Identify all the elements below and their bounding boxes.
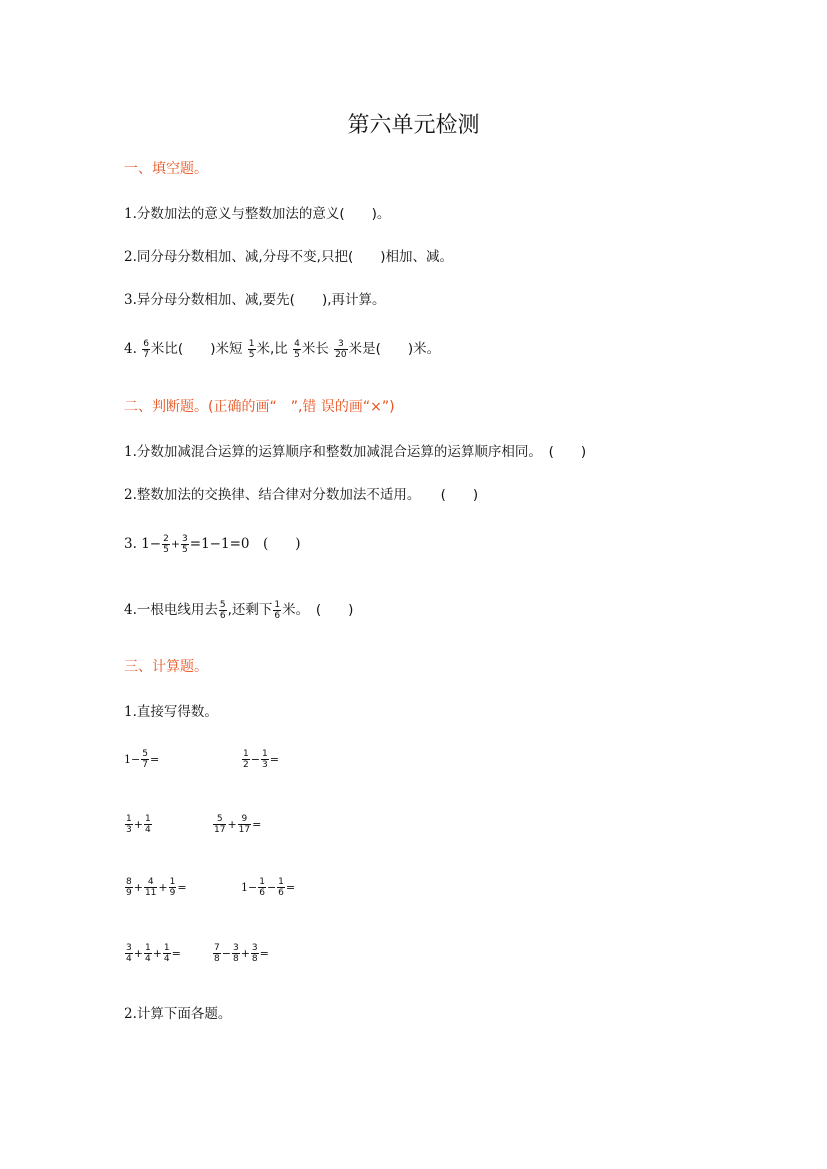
judge-question-1 bbox=[124, 440, 586, 460]
fraction: $\frac{1}{6}$ bbox=[274, 599, 281, 621]
question-text: 整数加法的交换律、结合律对分数加法不适用。 ( ) bbox=[136, 487, 479, 503]
question-number: 4. bbox=[124, 341, 137, 357]
calc-item-d: $\frac{5}{17}$ + $\frac{9}{17}$ = bbox=[214, 814, 262, 835]
question-text: 同分母分数相加、减,分母不变,只把( )相加、减。 bbox=[136, 249, 454, 265]
fraction: $\frac{1}{5}$ bbox=[248, 338, 255, 360]
question-text: 分数加减混合运算的运算顺序和整数加减混合运算的运算顺序相同。 ( ) bbox=[136, 444, 587, 460]
section-heading-judge: 二、判断题。(正确的画“ ”,错 误的画“×”) bbox=[124, 399, 395, 415]
calc-item-b: $\frac{1}{2}$ − $\frac{1}{3}$ = bbox=[243, 749, 279, 770]
question-text: 米。 ( ) bbox=[282, 602, 354, 618]
section-heading-fill: 一、填空题。 bbox=[124, 161, 208, 177]
fill-question-4 bbox=[124, 337, 440, 360]
question-number: 1. bbox=[124, 704, 137, 720]
page-title: 第六单元检测 bbox=[347, 113, 480, 138]
question-text: 分数加法的意义与整数加法的意义( )。 bbox=[136, 206, 391, 222]
question-text: 直接写得数。 bbox=[136, 704, 218, 720]
calc-item-h: $\frac{7}{8}$ − $\frac{3}{8}$ + $\frac{3}{8}$ = bbox=[214, 943, 269, 964]
fraction: $\frac{3}{20}$ bbox=[335, 338, 347, 360]
question-number: 2. bbox=[124, 1006, 137, 1022]
calc-item-f: 1− $\frac{1}{6}$ − $\frac{1}{6}$ = bbox=[241, 877, 296, 898]
question-text: ,还剩下 bbox=[227, 602, 273, 618]
judge-question-4 bbox=[124, 598, 353, 621]
calc-question-2 bbox=[124, 1002, 231, 1022]
question-number: 2. bbox=[124, 249, 137, 265]
fraction: $\frac{4}{5}$ bbox=[294, 338, 300, 360]
question-text: 一根电线用去 bbox=[136, 602, 218, 618]
question-number: 2. bbox=[124, 487, 137, 503]
question-number: 3. bbox=[124, 292, 137, 308]
judge-question-2 bbox=[124, 483, 478, 503]
judge-question-3 bbox=[124, 532, 301, 555]
fraction: $\frac{6}{7}$ bbox=[143, 338, 149, 360]
question-number: 3. bbox=[124, 536, 137, 552]
fraction: $\frac{2}{5}$ bbox=[163, 533, 169, 555]
calc-item-g: $\frac{3}{4}$ + $\frac{1}{4}$ + $\frac{1}{4}$ = bbox=[126, 943, 181, 964]
question-text: 米是( )米。 bbox=[348, 341, 441, 357]
fraction: $\frac{5}{6}$ bbox=[219, 599, 226, 621]
question-text: 米,比 bbox=[256, 341, 288, 357]
question-text: 米比( )米短 bbox=[150, 341, 243, 357]
question-text: =1−1=0 ( ) bbox=[189, 536, 301, 552]
calc-item-e: $\frac{8}{9}$ + $\frac{4}{11}$ + $\frac{1}{9}$ = bbox=[126, 877, 187, 898]
question-text: 米长 bbox=[301, 341, 329, 357]
fill-question-2 bbox=[124, 245, 453, 265]
calc-item-c: $\frac{1}{3}$ + $\frac{1}{4}$ bbox=[126, 814, 151, 835]
fraction: $\frac{3}{5}$ bbox=[182, 533, 188, 555]
question-number: 4. bbox=[124, 602, 137, 618]
question-number: 1. bbox=[124, 444, 137, 460]
question-text: 异分母分数相加、减,要先( ),再计算。 bbox=[136, 292, 386, 308]
calc-item-a: 1− $\frac{5}{7}$ = bbox=[124, 749, 160, 770]
section-heading-calc: 三、计算题。 bbox=[124, 659, 208, 675]
operator: + bbox=[170, 537, 181, 551]
fill-question-3 bbox=[124, 288, 386, 308]
calc-question-1 bbox=[124, 700, 218, 720]
question-number: 1. bbox=[124, 206, 137, 222]
expression-lead: 1− bbox=[141, 536, 162, 552]
question-text: 计算下面各题。 bbox=[136, 1006, 232, 1022]
fill-question-1 bbox=[124, 202, 390, 222]
